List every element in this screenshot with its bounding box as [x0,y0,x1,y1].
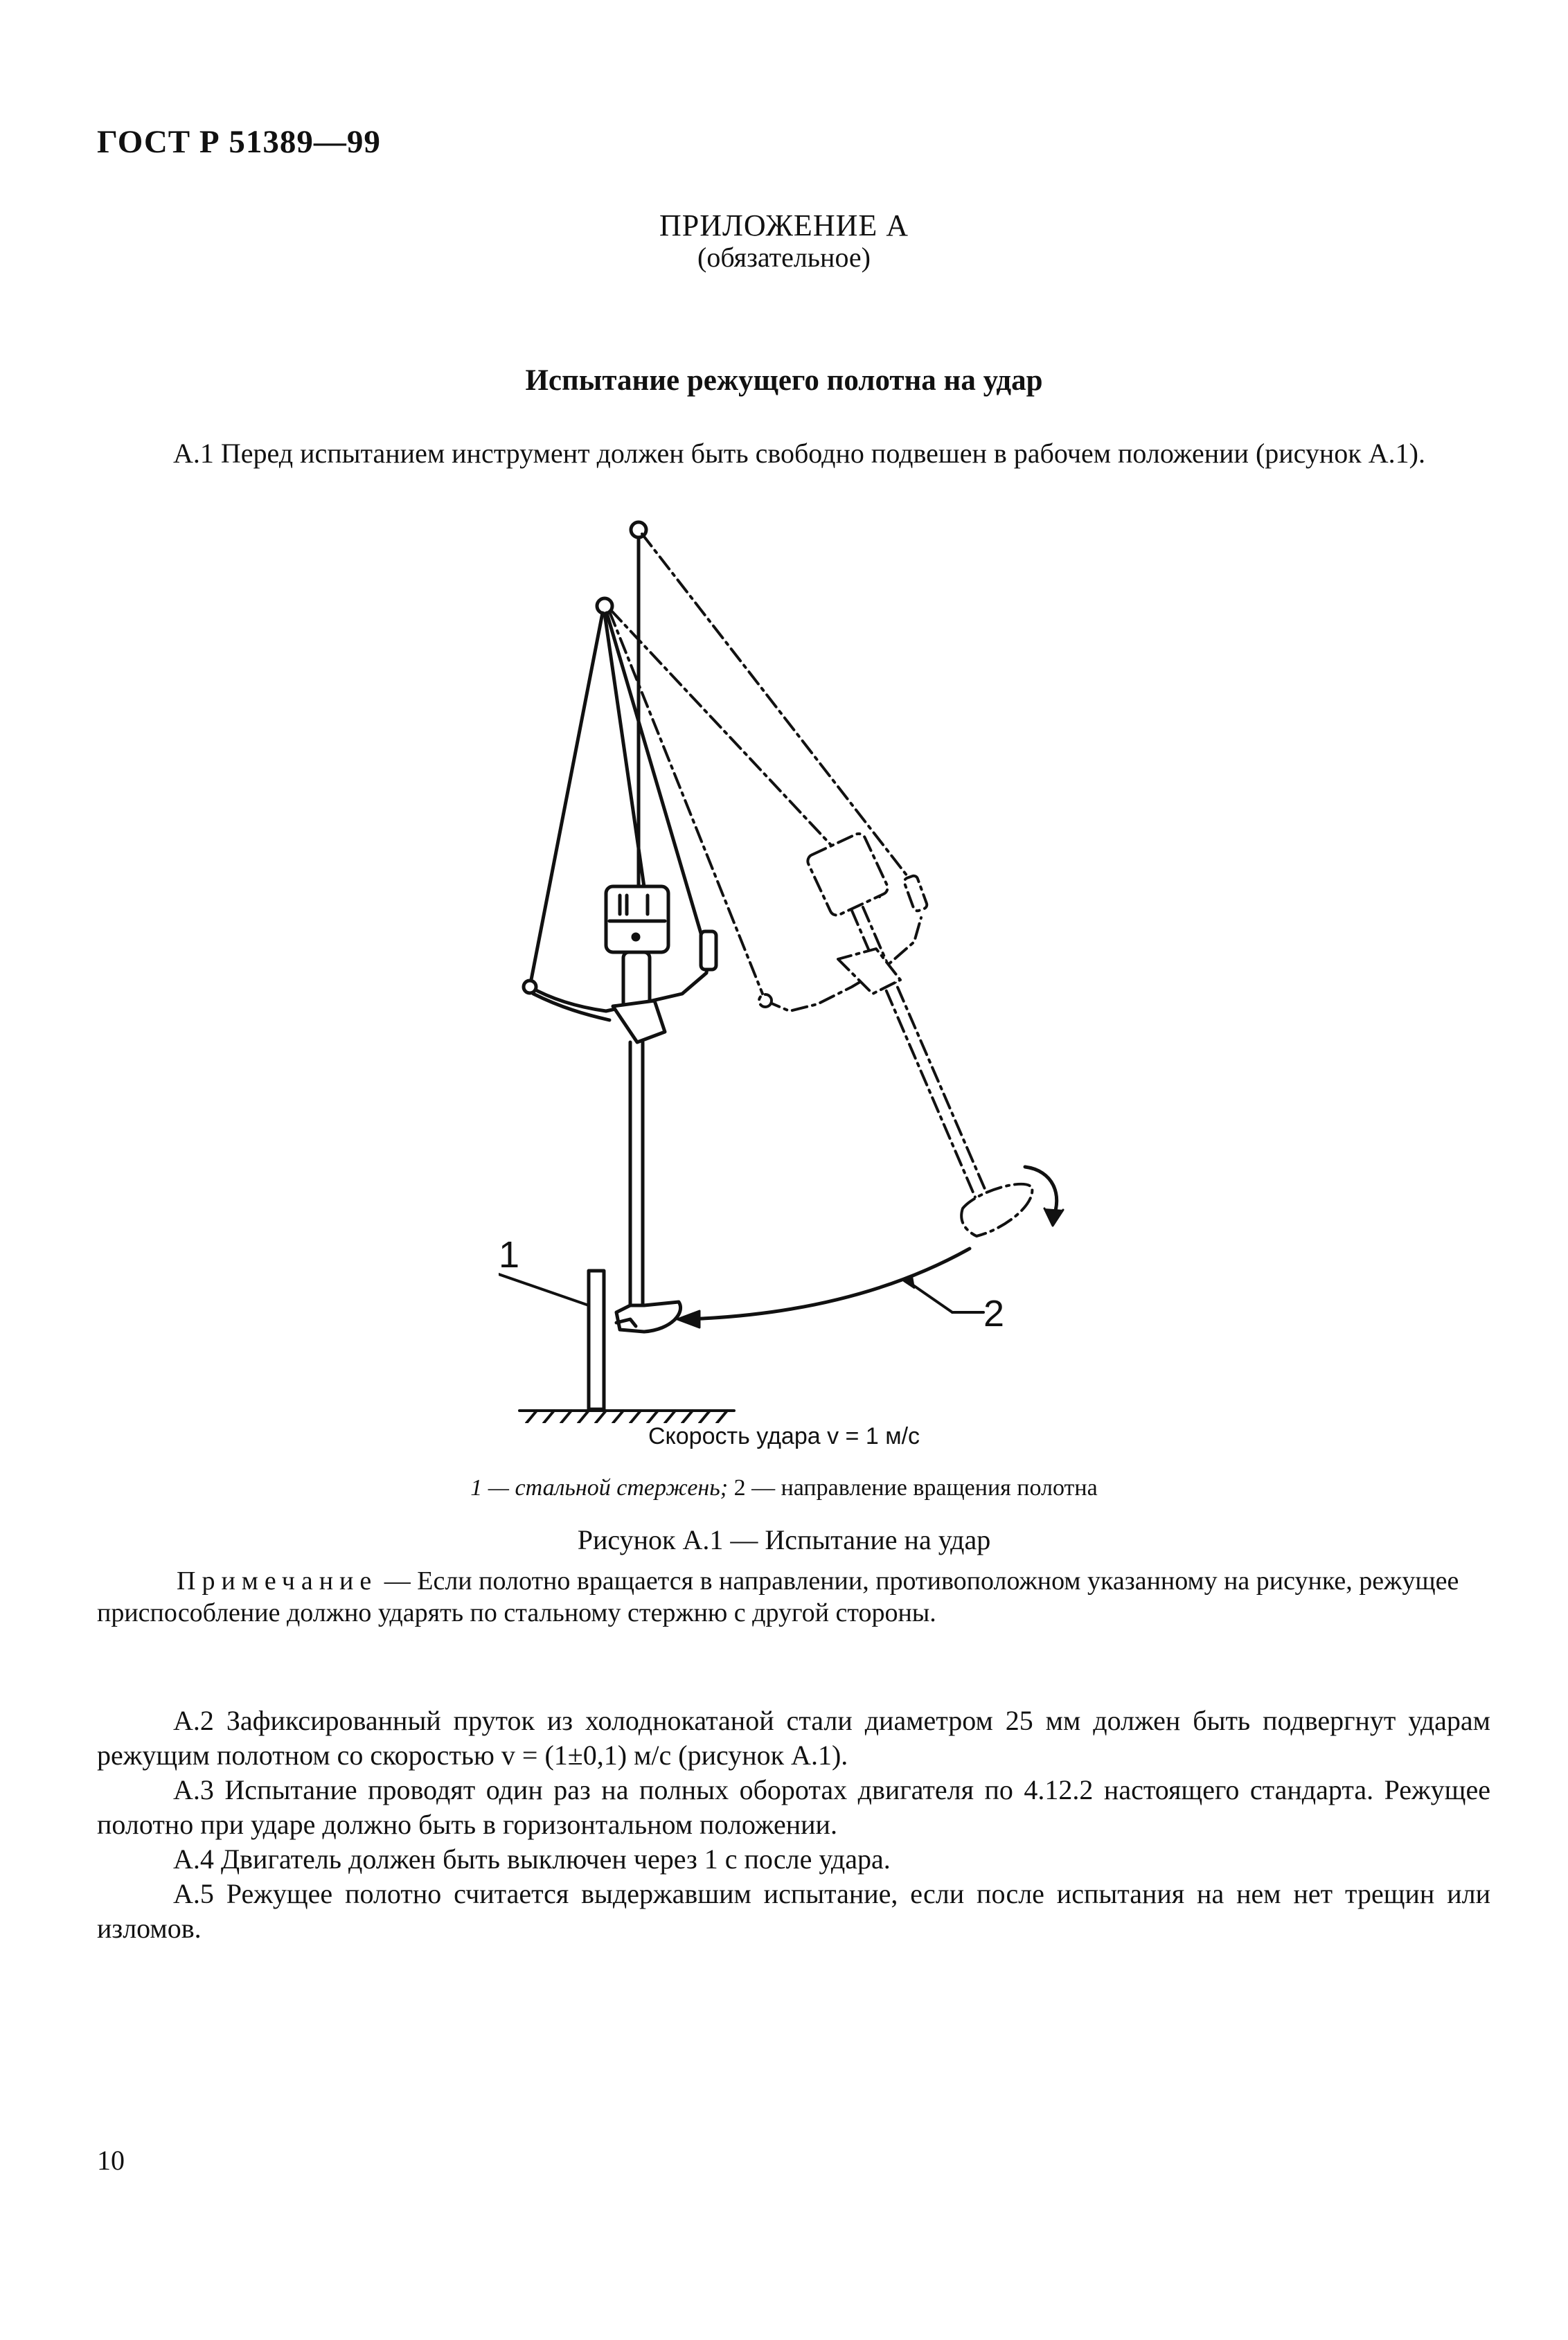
appendix-status: (обязательное) [697,242,871,273]
paragraph-a2: А.2 Зафиксированный пруток из холоднокатаной стали диаметром 25 мм должен быть подвергнут ударам режущим полотном со скоростью v = (1±0,1) м/с (рисунок А.1). [97,1705,1490,1771]
ground-hatch [519,1411,734,1423]
legend-item-2: 2 — направление вращения полотна [733,1475,1098,1501]
steel-rod [589,1271,604,1409]
swung-trimmer [759,832,1032,1236]
paragraph-a1: А.1 Перед испытанием инструмент должен быть свободно подвешен в рабочем положении (рисунок А.1). [173,438,1425,469]
figure-note [97,1565,1490,1629]
hanging-trimmer [524,886,716,1332]
callout-2-label: 2 [983,1293,1005,1334]
section-title: Испытание режущего полотна на удар [525,364,1043,397]
callout-1-label: 1 [499,1234,520,1276]
appendix-title: ПРИЛОЖЕНИЕ А [659,208,909,242]
note-lead: Примечание [177,1566,378,1596]
paragraph-a4: А.4 Двигатель должен быть выключен через 1 с после удара. [173,1843,891,1875]
page-number: 10 [97,2145,125,2176]
legend-item-1: 1 — стальной стержень; [470,1475,729,1501]
paragraph-a3: А.3 Испытание проводят один раз на полных оборотах двигателя по 4.12.2 настоящего стандарта. Режущее полотно при ударе должно быть в горизонтальном положении. [97,1774,1490,1840]
figure-caption: Рисунок А.1 — Испытание на удар [577,1524,991,1555]
note-text: — Если полотно вращается в направлении, противоположном указанному на рисунке, режущее приспособление должно ударять по стальному стержню с другой стороны. [97,1566,1459,1627]
impact-speed-text: Скорость удара v = 1 м/с [648,1423,920,1449]
callout-1-leader [499,1274,589,1305]
suspension-cords-dashdot [609,534,1191,1001]
paragraph-a5: А.5 Режущее полотно считается выдержавшим испытание, если после испытания на нем нет трещин или изломов. [97,1878,1490,1944]
figure-legend [0,1475,1568,1501]
impact-direction-arc [686,1249,970,1319]
impact-test-figure [499,516,1191,1423]
document-header: ГОСТ Р 51389—99 [97,124,381,160]
